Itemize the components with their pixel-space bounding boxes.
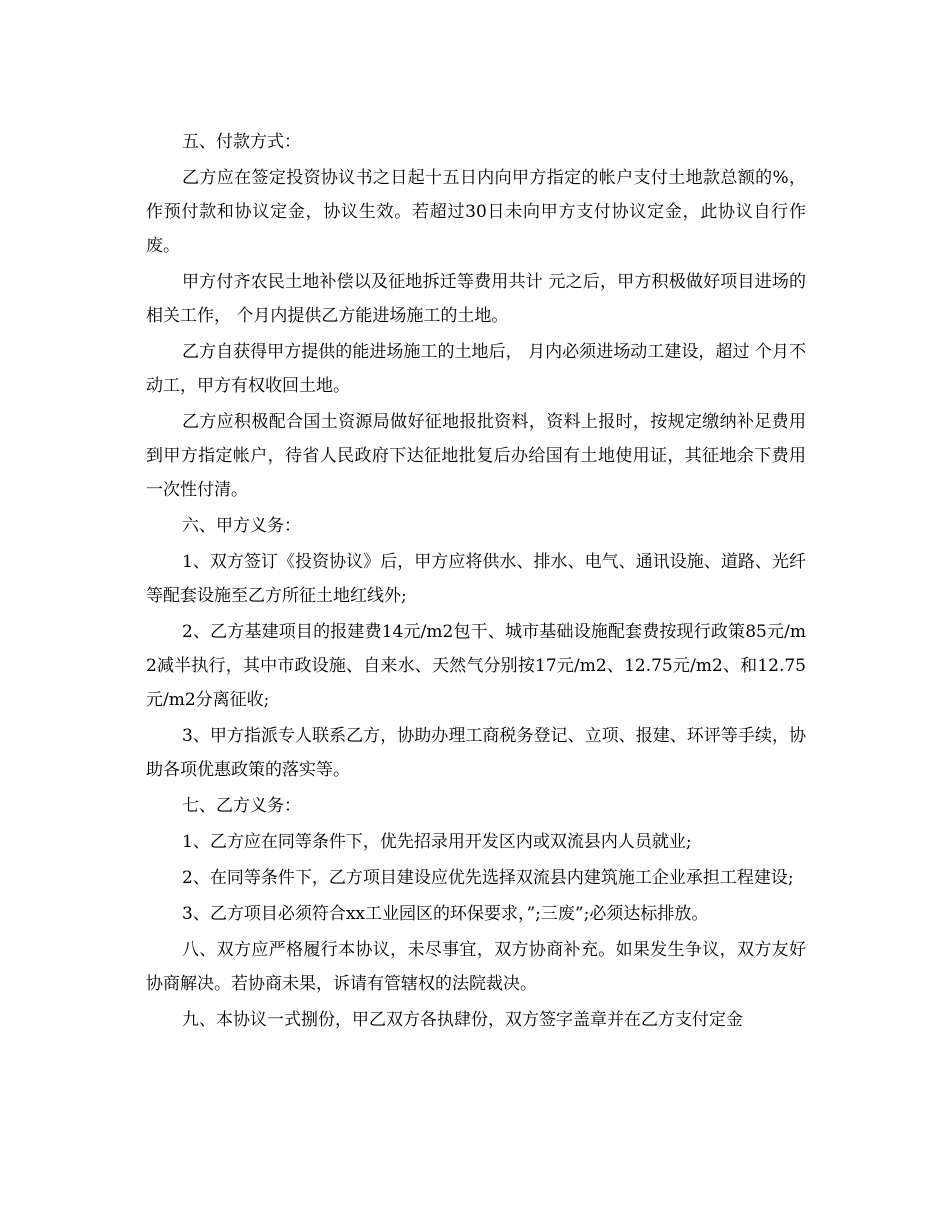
- paragraph: 2、乙方基建项目的报建费14元/m2包干、城市基础设施配套费按现行政策85元/m2减半执行，其中市政设施、自来水、天然气分别按17元/m2、12.75元/m2、和12.75元/m2分离征收;: [146, 622, 806, 710]
- section-heading-payment: 五、付款方式：: [182, 132, 301, 152]
- paragraph: 1、双方签订《投资协议》后，甲方应将供水、排水、电气、通讯设施、道路、光纤等配套设施至乙方所征土地红线外;: [146, 552, 806, 606]
- paragraph: 1、乙方应在同等条件下，优先招录用开发区内或双流县内人员就业;: [182, 832, 692, 852]
- paragraph: 甲方付齐农民土地补偿以及征地拆迁等费用共计 元之后，甲方积极做好项目进场的相关工作， 个月内提供乙方能进场施工的土地。: [146, 272, 806, 326]
- paragraph: 乙方自获得甲方提供的能进场施工的土地后， 月内必须进场动工建设，超过 个月不动工，甲方有权收回土地。: [146, 342, 806, 396]
- paragraph: 九、本协议一式捌份，甲乙双方各执肆份，双方签字盖章并在乙方支付定金: [182, 1010, 743, 1030]
- document-body: [146, 125, 806, 1037]
- paragraph: 八、双方应严格履行本协议，未尽事宜，双方协商补充。如果发生争议，双方友好协商解决。若协商未果，诉请有管辖权的法院裁决。: [146, 940, 806, 994]
- paragraph: 乙方应积极配合国土资源局做好征地报批资料，资料上报时，按规定缴纳补足费用到甲方指定帐户，待省人民政府下达征地批复后办给国有土地使用证，其征地余下费用一次性付清。: [146, 412, 806, 500]
- paragraph: 2、在同等条件下，乙方项目建设应优先选择双流县内建筑施工企业承担工程建设;: [182, 868, 794, 888]
- paragraph: 3、甲方指派专人联系乙方，协助办理工商税务登记、立项、报建、环评等手续，协助各项优惠政策的落实等。: [146, 726, 806, 780]
- paragraph: 乙方应在签定投资协议书之日起十五日内向甲方指定的帐户支付土地款总额的%，作预付款和协议定金，协议生效。若超过30日未向甲方支付协议定金，此协议自行作废。: [146, 168, 806, 256]
- paragraph: 3、乙方项目必须符合xx工业园区的环保要求，”;三废”;必须达标排放。: [182, 904, 709, 924]
- section-heading-party-a-obligations: 六、甲方义务：: [182, 516, 301, 536]
- section-heading-party-b-obligations: 七、乙方义务：: [182, 796, 301, 816]
